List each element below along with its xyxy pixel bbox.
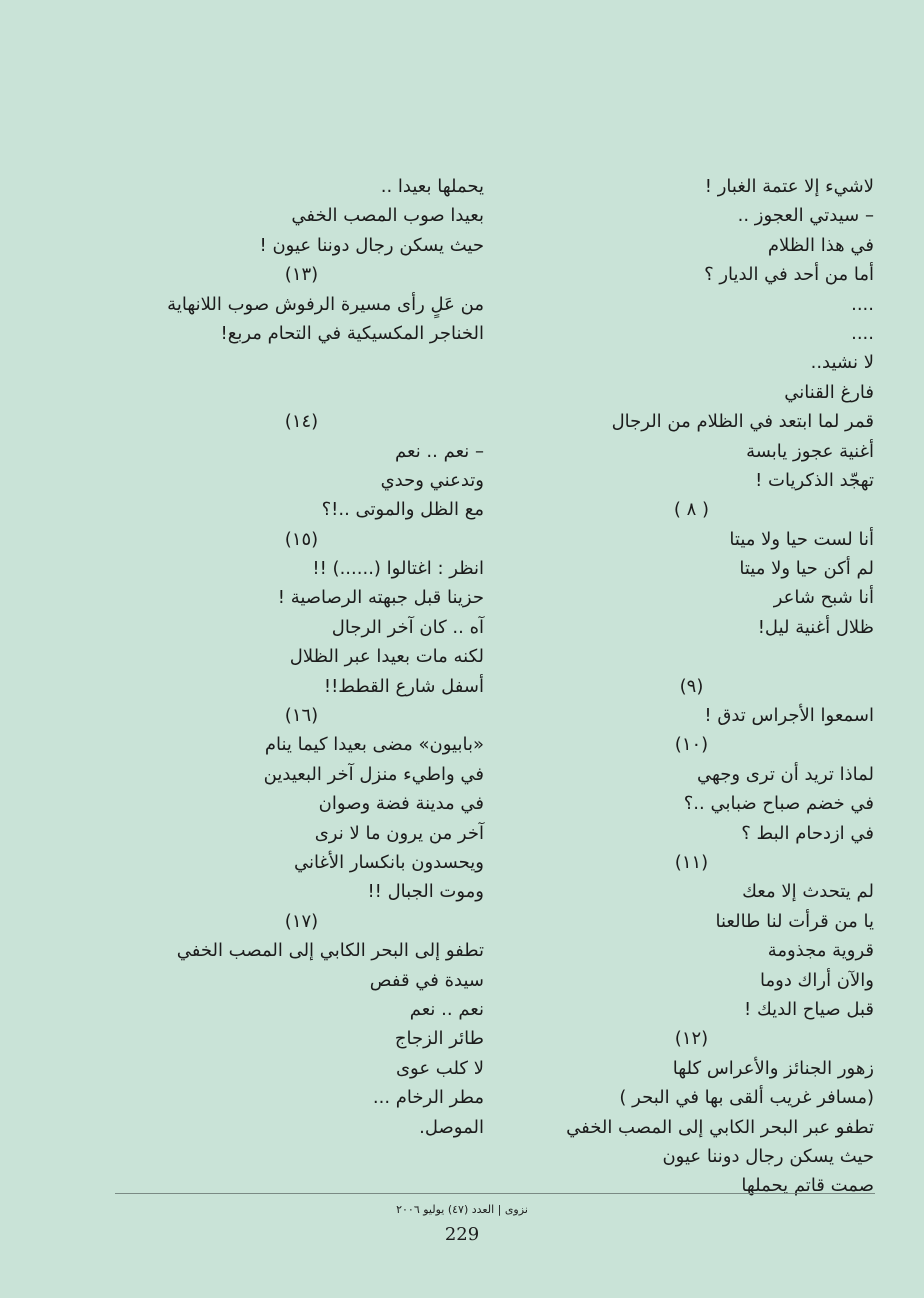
poem-line: تهجّد الذكريات ! <box>755 469 874 491</box>
poem-line: يحملها بعيدا .. <box>380 176 484 197</box>
stanza-number: (١٠) <box>674 734 709 756</box>
poem-line: حيث يسكن رجال دوننا عيون ! <box>259 234 484 256</box>
stanza-number: (٩) <box>679 675 704 697</box>
poem-line: اسمعوا الأجراس تدق ! <box>704 705 874 727</box>
poem-line: بعيدا صوب المصب الخفي <box>291 205 484 227</box>
poem-line: وتدعني وحدي <box>380 469 484 491</box>
stanza-number: (١١) <box>674 851 709 873</box>
poem-line: الموصل. <box>419 1116 484 1138</box>
poem-line: «بابيون» مضى بعيدا كيما ينام <box>264 734 484 756</box>
blank-line <box>139 378 484 407</box>
poem-line: لاشيء إلا عتمة الغبار ! <box>704 176 874 197</box>
poem-line: مطر الرخام ... <box>372 1087 484 1109</box>
poem-line: في ازدحام البط ؟ <box>741 822 874 844</box>
stanza-number: (١٣) <box>284 264 319 286</box>
poem-column-right <box>529 172 874 1201</box>
poem-line: مع الظل والموتى ..!؟ <box>321 499 484 521</box>
poem-line: .... <box>851 322 874 344</box>
poem-line: آخر من يرون ما لا نرى <box>314 822 484 844</box>
poem-line: فارغ القناني <box>784 381 874 403</box>
stanza-number: (١٢) <box>674 1028 709 1050</box>
poem-line: في خضم صباح ضبابي ..؟ <box>683 793 874 815</box>
poem-line: – نعم .. نعم <box>395 440 484 462</box>
poem-line: صمت قاتم يحملها <box>741 1175 874 1197</box>
poem-line: والآن أراك دوما <box>760 969 874 991</box>
stanza-number: (١٧) <box>284 910 319 932</box>
blank-line <box>529 642 874 671</box>
poem-line: لماذا تريد أن ترى وجهي <box>696 763 874 785</box>
poem-line: أما من أحد في الديار ؟ <box>704 264 874 286</box>
blank-line <box>139 348 484 377</box>
poem-line: ويحسدون بانكسار الأغاني <box>293 851 484 873</box>
poem-line: لم يتحدث إلا معك <box>742 881 874 903</box>
poem-line: أغنية عجوز يابسة <box>746 440 874 462</box>
poem-line: في هذا الظلام <box>767 234 874 256</box>
footer-divider <box>115 1193 875 1194</box>
poem-line: زهور الجنائز والأعراس كلها <box>672 1057 874 1079</box>
poem-line: نعم .. نعم <box>409 998 484 1020</box>
poem-column-left <box>139 172 484 1142</box>
poem-line: من عَلٍ رأى مسيرة الرفوش صوب اللانهاية <box>167 293 484 315</box>
poem-line: أنا لست حيا ولا ميتا <box>729 528 874 550</box>
stanza-number: (١٥) <box>284 528 319 550</box>
poem-line: أسفل شارع القطط!! <box>323 675 484 697</box>
poem-line: ظلال أغنية ليل! <box>757 616 874 638</box>
poem-line: قبل صياح الديك ! <box>744 998 874 1020</box>
page-number: 229 <box>444 1224 480 1245</box>
stanza-number: (١٦) <box>284 705 319 727</box>
poem-line: (مسافر غريب ألقى بها في البحر ) <box>619 1087 874 1109</box>
poem-line: في واطيء منزل آخر البعيدين <box>263 763 484 785</box>
poem-line: حزينا قبل جبهته الرصاصية ! <box>277 587 484 609</box>
poem-line: قمر لما ابتعد في الظلام من الرجال <box>611 411 874 433</box>
poem-line: تطفو إلى البحر الكابي إلى المصب الخفي <box>176 940 484 962</box>
poem-line: آه .. كان آخر الرجال <box>331 616 484 638</box>
journal-issue-line: نزوى | العدد (٤٧) يوليو ٢٠٠٦ <box>396 1203 528 1216</box>
poem-line: في مدينة فضة وصوان <box>318 793 484 815</box>
stanza-number: ( ٨ ) <box>673 499 710 521</box>
stanza-number: (١٤) <box>284 411 319 433</box>
poem-line: لا كلب عوى <box>395 1057 484 1079</box>
poem-line: سيدة في قفص <box>369 969 484 991</box>
poem-line: الخناجر المكسيكية في التحام مربع! <box>220 322 484 344</box>
poem-line: لا نشيد.. <box>810 352 874 374</box>
poem-line: طائر الزجاج <box>394 1028 484 1050</box>
poem-line: لم أكن حيا ولا ميتا <box>739 558 874 580</box>
poem-line: .... <box>851 293 874 315</box>
poem-line: حيث يسكن رجال دوننا عيون <box>662 1145 874 1167</box>
poem-line: أنا شبح شاعر <box>773 587 874 609</box>
poem-line: قروية مجذومة <box>767 940 874 962</box>
poem-line: – سيدتي العجوز .. <box>737 205 874 227</box>
poem-line: لكنه مات بعيدا عبر الظلال <box>289 646 484 668</box>
poem-line: يا من قرأت لنا طالعنا <box>715 910 874 932</box>
poem-line: تطفو عبر البحر الكابي إلى المصب الخفي <box>566 1116 874 1138</box>
poem-line: انظر : اغتالوا (......) !! <box>312 558 484 580</box>
poem-line: وموت الجبال !! <box>367 881 484 903</box>
